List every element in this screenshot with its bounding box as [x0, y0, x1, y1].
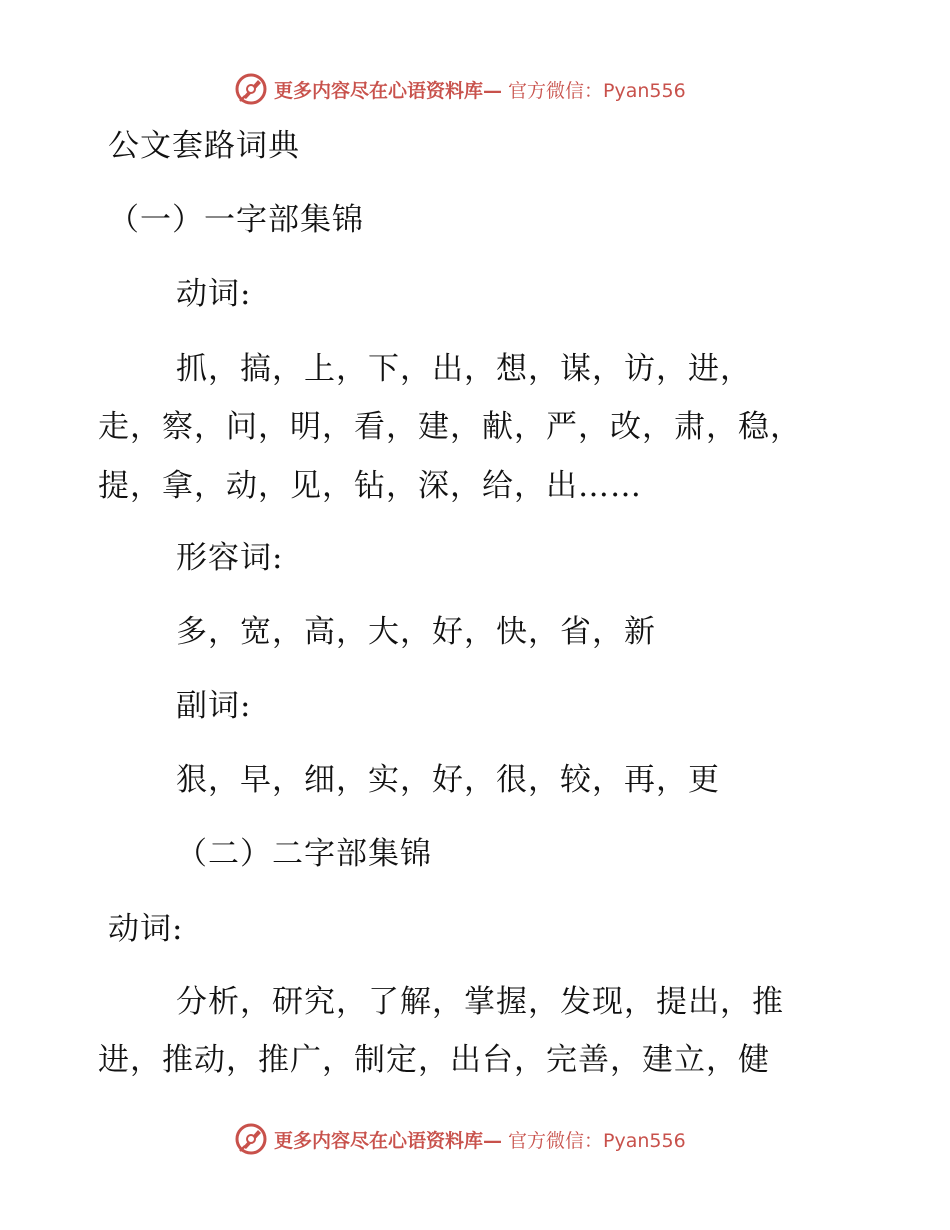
wechat-text: 官方微信：Pyan556	[508, 1129, 686, 1152]
quill-pen-logo-icon	[234, 1122, 268, 1156]
verbs2-line-1: 分析，研究，了解，掌握，发现，提出，推	[176, 984, 784, 1020]
section-heading-two-char: （二）二字部集锦	[176, 836, 432, 872]
promo-text: 更多内容尽在心语资料库—	[274, 79, 503, 102]
wechat-text: 官方微信：Pyan556	[508, 79, 686, 102]
adjectives-line: 多，宽，高，大，好，快，省，新	[176, 614, 656, 650]
adjectives-label: 形容词:	[176, 540, 284, 576]
verbs2-line-2: 进，推动，推广，制定，出台，完善，建立，健	[98, 1042, 770, 1078]
promo-text: 更多内容尽在心语资料库—	[274, 1129, 503, 1152]
adverbs-line: 狠，早，细，实，好，很，较，再，更	[176, 762, 720, 798]
verbs-line-1: 抓，搞，上，下，出，想，谋，访，进，	[176, 351, 752, 387]
section-heading-one-char: （一）一字部集锦	[108, 202, 364, 238]
verbs-label: 动词:	[176, 276, 252, 312]
footer-banner	[234, 1122, 686, 1156]
verbs-label-2: 动词:	[108, 911, 184, 947]
document-title: 公文套路词典	[108, 128, 300, 164]
quill-pen-logo-icon	[234, 72, 268, 106]
header-banner	[234, 72, 686, 106]
adverbs-label: 副词:	[176, 688, 252, 724]
verbs-line-2: 走，察，问，明，看，建，献，严，改，肃，稳，	[98, 409, 802, 445]
verbs-line-3: 提，拿，动，见，钻，深，给，出……	[98, 468, 642, 504]
